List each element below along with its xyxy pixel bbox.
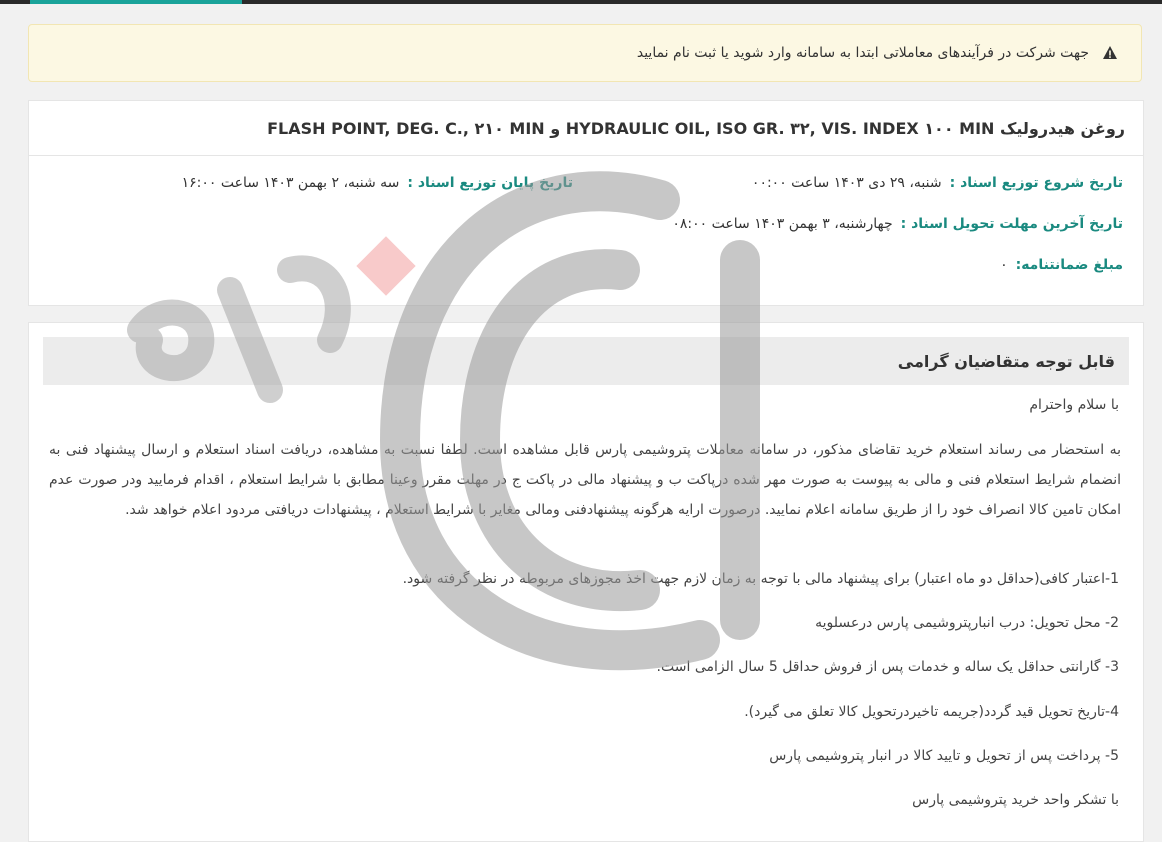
start-date-label: تاریخ شروع توزیع اسناد : xyxy=(949,175,1123,191)
guarantee-row xyxy=(1000,257,1123,273)
warning-icon xyxy=(1101,44,1119,62)
tender-info-card xyxy=(28,100,1144,306)
notice-item-4: 4-تاریخ تحویل قید گردد(جریمه تاخیردرتحویل کالا تعلق می گیرد). xyxy=(744,704,1119,720)
guarantee-value: ۰ xyxy=(1000,257,1008,273)
login-alert xyxy=(28,24,1142,82)
top-bar xyxy=(0,0,1162,4)
top-bar-accent xyxy=(30,0,242,4)
tender-title: روغن هیدرولیک HYDRAULIC OIL, ISO GR. ۳۲, VIS. INDEX ۱۰۰ MIN و FLASH POINT, DEG. C., ۲۱۰ MIN xyxy=(29,101,1143,156)
notice-item-3: 3- گارانتی حداقل یک ساله و خدمات پس از فروش حداقل 5 سال الزامی است. xyxy=(656,659,1119,675)
end-date-row xyxy=(182,175,573,191)
notice-greeting: با سلام واحترام xyxy=(1029,397,1119,413)
guarantee-label: مبلغ ضمانتنامه: xyxy=(1015,257,1123,273)
deadline-label: تاریخ آخرین مهلت تحویل اسناد : xyxy=(900,216,1123,232)
end-date-value: سه شنبه، ۲ بهمن ۱۴۰۳ ساعت ۱۶:۰۰ xyxy=(181,175,400,191)
notice-closing: با تشکر واحد خرید پتروشیمی پارس xyxy=(912,792,1119,808)
notice-card xyxy=(28,322,1144,842)
deadline-row xyxy=(672,216,1123,232)
alert-text: جهت شرکت در فرآیندهای معاملاتی ابتدا به سامانه وارد شوید یا ثبت نام نمایید xyxy=(636,45,1089,61)
notice-item-5: 5- پرداخت پس از تحویل و تایید کالا در انبار پتروشیمی پارس xyxy=(769,748,1119,764)
notice-item-1: 1-اعتبار کافی(حداقل دو ماه اعتبار) برای پیشنهاد مالی با توجه به زمان لازم جهت اخذ مجوزهای مربوطه در نظر گرفته شود. xyxy=(402,571,1119,587)
notice-item-2: 2- محل تحویل: درب انبارپتروشیمی پارس درعسلویه xyxy=(815,615,1119,631)
start-date-row xyxy=(752,175,1123,191)
end-date-label: تاریخ پایان توزیع اسناد : xyxy=(407,175,573,191)
notice-body: به استحضار می رساند استعلام خرید تقاضای مذکور، در سامانه معاملات پتروشیمی پارس قابل مشاهده است. لطفا نسبت به مشاهده، دریافت اسناد استعلام و ارسال پیشنهاد فنی به انضمام شرایط استعلام فنی و مالی به پیوست به صورت مهر شده درپاکت ب و پیشنهاد مالی در پاکت ج در مهلت مقرر وعینا مطابق با شرایط استعلام ، اقدام فرمایید ودر صورت عدم امکان تامین کالا انصراف خود را از طریق سامانه اعلام نمایید. درصورت ارایه هرگونه پیشنهادفنی ومالی مغایر با شرایط استعلام ، پیشنهادات دریافتی مردود اعلام خواهد شد. xyxy=(49,442,1121,518)
start-date-value: شنبه، ۲۹ دی ۱۴۰۳ ساعت ۰۰:۰۰ xyxy=(751,175,942,191)
deadline-value: چهارشنبه، ۳ بهمن ۱۴۰۳ ساعت ۰۸:۰۰ xyxy=(672,216,893,232)
notice-heading: قابل توجه متقاضیان گرامی xyxy=(43,337,1129,385)
